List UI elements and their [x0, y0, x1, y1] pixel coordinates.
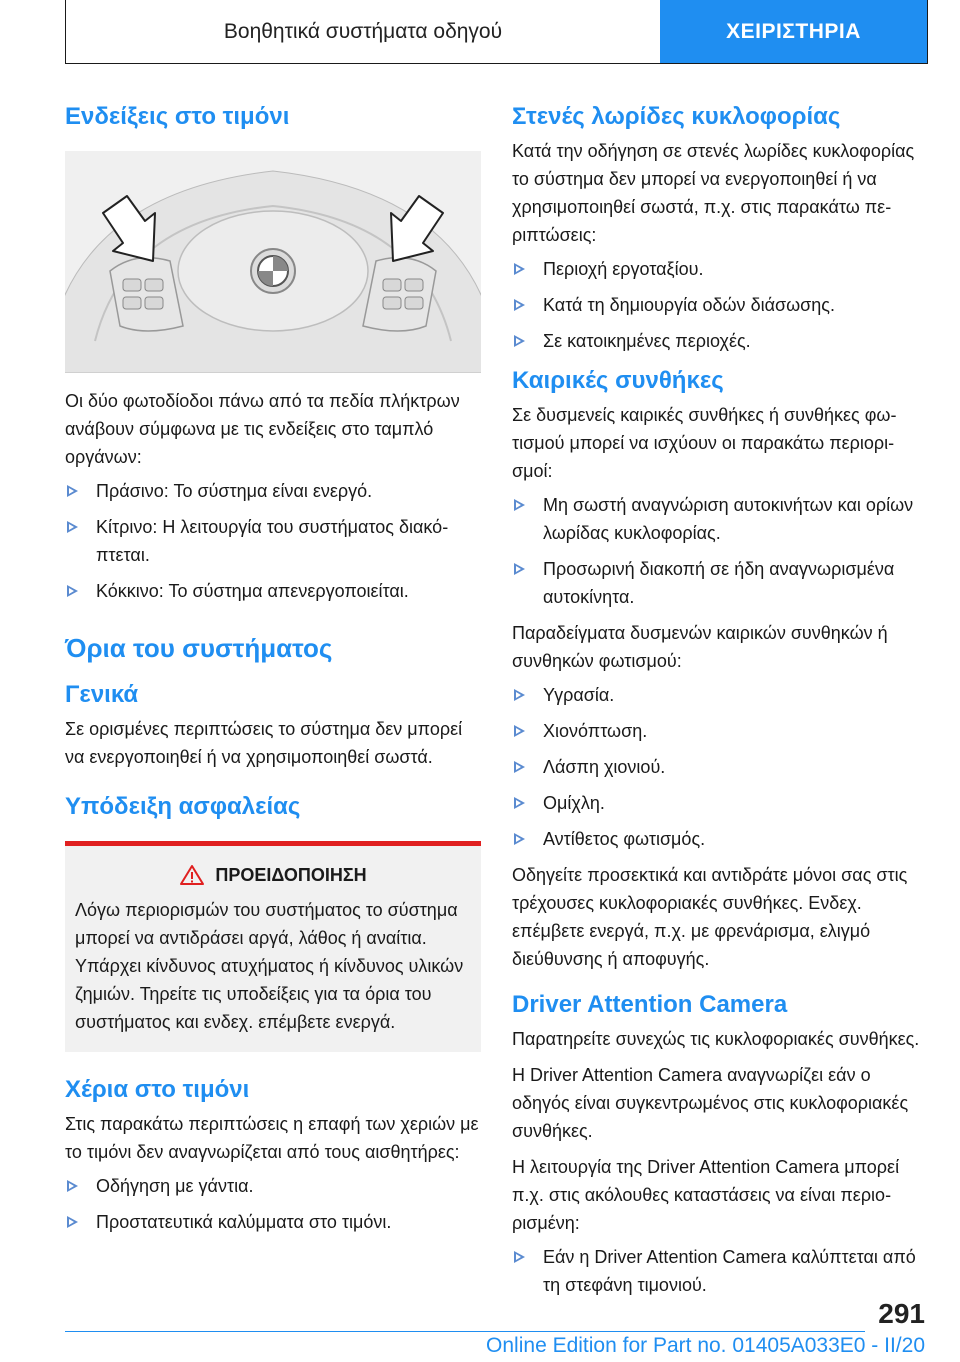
hands-text: Στις παρακάτω περιπτώσεις η επαφή των χεριών με το τιμόνι δεν αναγνωρίζεται από τους αισθητήρες: — [65, 1114, 479, 1162]
warning-title: ΠΡΟΕΙΔΟΠΟΙΗΣΗ — [215, 864, 367, 885]
warning-triangle-icon — [179, 864, 205, 886]
list-item: Προστατευτικά καλύμματα στο τιμόνι. — [65, 1208, 481, 1236]
heading-weather: Καιρικές συνθήκες — [512, 367, 724, 394]
heading-general: Γενικά — [65, 681, 139, 708]
warning-text: Λόγω περιορισμών του συστήματος το σύστημα μπορεί να αντιδράσει αργά, λάθος ή αναίτια. Υπάρχει κίνδυνος ατυχήματος ή κίνδυνος υλικών ζημιών. Τηρείτε τις υποδείξεις για τα όρια του συστήματος και ενδεχ. επέμβετε ενεργά. — [75, 900, 464, 1032]
left-column — [65, 95, 481, 1244]
list-item: Υγρασία. — [512, 681, 928, 709]
heading-steering-indicators: Ενδείξεις στο τιμόνι — [65, 103, 290, 130]
list-item: Πράσινο: Το σύστημα είναι ενεργό. — [65, 477, 481, 505]
weather-list — [512, 491, 928, 611]
camera-list — [512, 1243, 928, 1299]
heading-safety-note: Υπόδειξη ασφαλείας — [65, 793, 301, 820]
list-item: Αντίθετος φωτισμός. — [512, 825, 928, 853]
list-item: Λάσπη χιονιού. — [512, 753, 928, 781]
camera-text-3: Η λειτουργία της Driver Attention Camera μπορεί π.χ. στις ακόλουθες καταστάσεις να είναι περιορισμένη: — [512, 1157, 900, 1233]
examples-text: Παραδείγματα δυσμενών καιρικών συνθηκών ή συνθηκών φωτισμού: — [512, 623, 888, 671]
list-item: Κατά τη δημιουργία οδών διάσωσης. — [512, 291, 928, 319]
hands-list — [65, 1172, 481, 1236]
indicators-list — [65, 477, 481, 605]
indicators-description: Οι δύο φωτοδίοδοι πάνω από τα πεδία πλήκτρων ανάβουν σύμφωνα με τις ενδείξεις στο ταμπλό οργάνων: — [65, 391, 460, 467]
page-header — [65, 0, 928, 64]
list-item: Κόκκινο: Το σύστημα απενεργοποιείται. — [65, 577, 481, 605]
header-chapter-tab: ΧΕΙΡΙΣΤΗΡΙΑ — [660, 0, 927, 63]
heading-system-limits: Όρια του συστήματος — [65, 633, 333, 663]
list-item: Μη σωστή αναγνώριση αυτοκινήτων και ορίων λωρίδας κυκλοφορίας. — [512, 491, 928, 547]
list-item: Χιονόπτωση. — [512, 717, 928, 745]
warning-header — [75, 864, 471, 886]
page-number: 291 — [878, 1298, 925, 1329]
narrow-lanes-text: Κατά την οδήγηση σε στενές λωρίδες κυκλοφορίας το σύστημα δεν μπορεί να ενεργοποιηθεί ή να χρησιμοποιηθεί σωστά, π.χ. στις παρακάτω περιπτώσεις: — [512, 141, 915, 245]
warning-box — [65, 841, 481, 1052]
footer-divider — [65, 1331, 865, 1332]
general-text: Σε ορισμένες περιπτώσεις το σύστημα δεν μπορεί να ενεργοποιηθεί ή να χρησιμοποιηθεί σωστά. — [65, 719, 463, 767]
heading-hands-on-wheel: Χέρια στο τιμόνι — [65, 1076, 250, 1103]
examples-list — [512, 681, 928, 853]
footer-edition: Online Edition for Part no. 01405A033E0 - II/20 — [486, 1334, 925, 1357]
steering-wheel-figure — [65, 151, 481, 373]
right-column — [512, 95, 928, 1307]
drive-carefully-text: Οδηγείτε προσεκτικά και αντιδράτε μόνοι σας στις τρέχουσες κυκλοφοριακές συνθήκες. Ενδεχ. επέμβετε ενεργά, π.χ. με φρενάρισμα, ελιγμό διεύθυνσης ή αποφυγής. — [512, 865, 908, 969]
list-item: Ομίχλη. — [512, 789, 928, 817]
heading-narrow-lanes: Στενές λωρίδες κυκλοφορίας — [512, 103, 841, 130]
list-item: Κίτρινο: Η λειτουργία του συστήματος διακόπτεται. — [65, 513, 481, 569]
camera-text-1: Παρατηρείτε συνεχώς τις κυκλοφοριακές συνθήκες. — [512, 1029, 920, 1049]
header-section-title: Βοηθητικά συστήματα οδηγού — [223, 19, 503, 43]
heading-driver-attention-camera: Driver Attention Camera — [512, 991, 788, 1018]
list-item: Εάν η Driver Attention Camera καλύπτεται από τη στεφάνη τιμονιού. — [512, 1243, 928, 1299]
camera-text-2: Η Driver Attention Camera αναγνωρίζει εάν ο οδηγός είναι συγκεντρωμένος στις κυκλοφοριακές συνθήκες. — [512, 1065, 909, 1141]
list-item: Σε κατοικημένες περιοχές. — [512, 327, 928, 355]
narrow-lanes-list — [512, 255, 928, 355]
weather-text: Σε δυσμενείς καιρικές συνθήκες ή συνθήκες φωτισμού μπορεί να ισχύουν οι παρακάτω περιορισμοί: — [512, 405, 897, 481]
list-item: Προσωρινή διακοπή σε ήδη αναγνωρισμένα αυτοκίνητα. — [512, 555, 928, 611]
list-item: Περιοχή εργοταξίου. — [512, 255, 928, 283]
steering-wheel-illustration — [65, 151, 481, 373]
list-item: Οδήγηση με γάντια. — [65, 1172, 481, 1200]
